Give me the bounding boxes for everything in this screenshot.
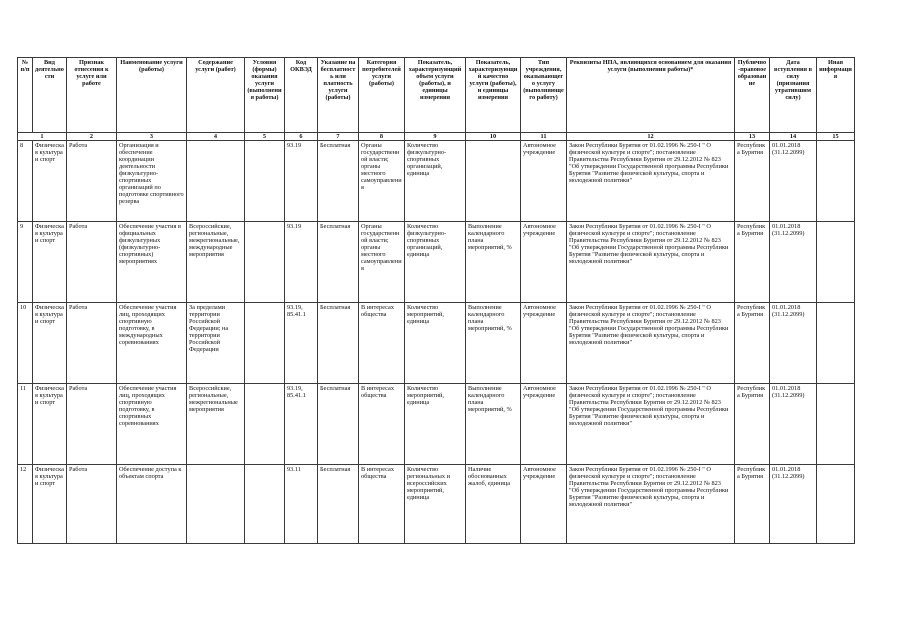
activity-cell: Физическая культура и спорт <box>33 141 67 222</box>
okved-cell: 93.19, 85.41.1 <box>285 303 318 384</box>
header-cell: Тип учреждения, оказывающего услугу (выполняющего работу) <box>521 58 567 133</box>
consumers-cell: В интересах общества <box>359 384 405 465</box>
header-cell: Признак отнесения к услуге или работе <box>67 58 117 133</box>
paid-cell: Бесплатная <box>318 384 359 465</box>
header-cell: Иная информация <box>817 58 855 133</box>
date-cell: 01.01.2018 (31.12.2099) <box>770 141 817 222</box>
npa-cell: Закон Республики Бурятия от 01.02.1996 № 250-I " О физической культуре и спорте"; постановление Правительства Республики Бурятия от 29.12.2012 № 823 "Об утверждении Государственной программы Республики Бурятия "Развитие физической культуры, спорта и молодежной политики" <box>567 222 735 303</box>
quality-cell: Выполнение календарного плана мероприятий, % <box>466 303 521 384</box>
column-number-cell: 1 <box>18 133 67 141</box>
row-number: 8 <box>18 141 33 222</box>
okved-cell: 93.19 <box>285 222 318 303</box>
row-number: 9 <box>18 222 33 303</box>
header-cell: Наименование услуги (работы) <box>117 58 187 133</box>
npa-cell: Закон Республики Бурятия от 01.02.1996 № 250-I " О физической культуре и спорте"; постановление Правительства Республики Бурятия от 29.12.2012 № 823 "Об утверждении Государственной программы Республики Бурятия "Развитие физической культуры, спорта и молодежной политики" <box>567 141 735 222</box>
column-number-row <box>18 133 855 141</box>
okved-cell: 93.11 <box>285 465 318 544</box>
volume-cell: Количество физкультурно-спортивных организаций, единица <box>405 141 466 222</box>
type-cell: Работа <box>67 222 117 303</box>
content-cell: Всероссийские, региональные, межрегиональные, международные мероприятия <box>187 222 245 303</box>
activity-cell: Физическая культура и спорт <box>33 222 67 303</box>
header-cell: Содержание услуги (работ) <box>187 58 245 133</box>
institution-cell: Автономное учреждение <box>521 384 567 465</box>
header-cell: Реквизиты НПА, являющихся основанием для оказания услуги (выполнения работы)* <box>567 58 735 133</box>
okved-cell: 93.19, 85.41.1 <box>285 384 318 465</box>
public-entity-cell: Республика Бурятия <box>735 303 770 384</box>
type-cell: Работа <box>67 384 117 465</box>
activity-cell: Физическая культура и спорт <box>33 384 67 465</box>
name-cell: Обеспечение участия лиц, проходящих спортивную подготовку, в спортивных соревнованиях <box>117 384 187 465</box>
row-number: 12 <box>18 465 33 544</box>
conditions-cell <box>245 222 285 303</box>
other-cell <box>817 465 855 544</box>
header-cell: Категория потребителей услуги (работы) <box>359 58 405 133</box>
paid-cell: Бесплатная <box>318 222 359 303</box>
public-entity-cell: Республика Бурятия <box>735 222 770 303</box>
header-cell: Условия (формы) оказания услуги (выполнения работы) <box>245 58 285 133</box>
column-number-cell: 14 <box>770 133 817 141</box>
table-row <box>18 141 855 222</box>
column-number-cell: 7 <box>318 133 359 141</box>
conditions-cell <box>245 465 285 544</box>
conditions-cell <box>245 384 285 465</box>
other-cell <box>817 384 855 465</box>
column-number-cell: 3 <box>117 133 187 141</box>
date-cell: 01.01.2018 (31.12.2099) <box>770 465 817 544</box>
header-cell: Дата вступления в силу (признания утратившим силу) <box>770 58 817 133</box>
header-cell: Публично-правовое образование <box>735 58 770 133</box>
public-entity-cell: Республика Бурятия <box>735 141 770 222</box>
column-number-cell: 9 <box>405 133 466 141</box>
row-number: 11 <box>18 384 33 465</box>
column-number-cell: 6 <box>285 133 318 141</box>
institution-cell: Автономное учреждение <box>521 465 567 544</box>
consumers-cell: В интересах общества <box>359 465 405 544</box>
conditions-cell <box>245 141 285 222</box>
name-cell: Обеспечение участия лиц, проходящих спортивную подготовку, в международных соревнованиях <box>117 303 187 384</box>
services-register-table <box>17 57 855 544</box>
quality-cell <box>466 141 521 222</box>
paid-cell: Бесплатная <box>318 141 359 222</box>
column-number-cell: 13 <box>735 133 770 141</box>
type-cell: Работа <box>67 141 117 222</box>
npa-cell: Закон Республики Бурятия от 01.02.1996 № 250-I " О физической культуре и спорте"; постановление Правительства Республики Бурятия от 29.12.2012 № 823 "Об утверждении Государственной программы Республики Бурятия "Развитие физической культуры, спорта и молодежной политики" <box>567 303 735 384</box>
type-cell: Работа <box>67 303 117 384</box>
date-cell: 01.01.2018 (31.12.2099) <box>770 384 817 465</box>
column-number-cell: 11 <box>521 133 567 141</box>
header-cell: Код ОКВЭД <box>285 58 318 133</box>
public-entity-cell: Республика Бурятия <box>735 384 770 465</box>
volume-cell: Количество мероприятий, единица <box>405 303 466 384</box>
column-number-cell: 10 <box>466 133 521 141</box>
conditions-cell <box>245 303 285 384</box>
volume-cell: Количество региональных и всероссийских мероприятий, единица <box>405 465 466 544</box>
institution-cell: Автономное учреждение <box>521 222 567 303</box>
consumers-cell: В интересах общества <box>359 303 405 384</box>
header-cell: Указание на бесплатность или платность услуги (работы) <box>318 58 359 133</box>
column-number-cell: 4 <box>187 133 245 141</box>
content-cell <box>187 465 245 544</box>
consumers-cell: Органы государственной власти; органы местного самоуправления <box>359 222 405 303</box>
header-cell: № п/п <box>18 58 33 133</box>
column-number-cell: 5 <box>245 133 285 141</box>
name-cell: Организация и обеспечение координации деятельности физкультурно-спортивных организаций по подготовке спортивного резерва <box>117 141 187 222</box>
table-row <box>18 465 855 544</box>
name-cell: Обеспечение участия в официальных физкультурных (физкультурно-спортивных) мероприятиях <box>117 222 187 303</box>
public-entity-cell: Республика Бурятия <box>735 465 770 544</box>
other-cell <box>817 222 855 303</box>
volume-cell: Количество физкультурно-спортивных организаций, единица <box>405 222 466 303</box>
volume-cell: Количество мероприятий, единица <box>405 384 466 465</box>
institution-cell: Автономное учреждение <box>521 141 567 222</box>
date-cell: 01.01.2018 (31.12.2099) <box>770 303 817 384</box>
name-cell: Обеспечение доступа к объектам спорта <box>117 465 187 544</box>
services-register-document <box>17 57 855 544</box>
date-cell: 01.01.2018 (31.12.2099) <box>770 222 817 303</box>
header-cell: Вид деятельности <box>33 58 67 133</box>
table-row <box>18 222 855 303</box>
content-cell: Всероссийские, региональные, межрегиональные мероприятия <box>187 384 245 465</box>
activity-cell: Физическая культура и спорт <box>33 465 67 544</box>
npa-cell: Закон Республики Бурятия от 01.02.1996 № 250-I " О физической культуре и спорте"; постановление Правительства Республики Бурятия от 29.12.2012 № 823 "Об утверждении Государственной программы Республики Бурятия "Развитие физической культуры, спорта и молодежной политики" <box>567 465 735 544</box>
type-cell: Работа <box>67 465 117 544</box>
content-cell: За пределами территории Российской Федерации; на территории Российской Федерации <box>187 303 245 384</box>
column-number-cell: 15 <box>817 133 855 141</box>
other-cell <box>817 303 855 384</box>
header-row <box>18 58 855 133</box>
institution-cell: Автономное учреждение <box>521 303 567 384</box>
quality-cell: Наличие обоснованных жалоб, единица <box>466 465 521 544</box>
column-number-cell: 2 <box>67 133 117 141</box>
consumers-cell: Органы государственной власти; органы местного самоуправления <box>359 141 405 222</box>
content-cell <box>187 141 245 222</box>
row-number: 10 <box>18 303 33 384</box>
table-row <box>18 303 855 384</box>
column-number-cell: 8 <box>359 133 405 141</box>
okved-cell: 93.19 <box>285 141 318 222</box>
paid-cell: Бесплатная <box>318 303 359 384</box>
paid-cell: Бесплатная <box>318 465 359 544</box>
quality-cell: Выполнение календарного плана мероприятий, % <box>466 384 521 465</box>
quality-cell: Выполнение календарного плана мероприятий, % <box>466 222 521 303</box>
table-row <box>18 384 855 465</box>
column-number-cell: 12 <box>567 133 735 141</box>
header-cell: Показатель, характеризующий объем услуги (работы), и единицы измерения <box>405 58 466 133</box>
header-cell: Показатель, характеризующий качество услуги (работы), и единицы измерения <box>466 58 521 133</box>
activity-cell: Физическая культура и спорт <box>33 303 67 384</box>
other-cell <box>817 141 855 222</box>
npa-cell: Закон Республики Бурятия от 01.02.1996 № 250-I " О физической культуре и спорте"; постановление Правительства Республики Бурятия от 29.12.2012 № 823 "Об утверждении Государственной программы Республики Бурятия "Развитие физической культуры, спорта и молодежной политики" <box>567 384 735 465</box>
